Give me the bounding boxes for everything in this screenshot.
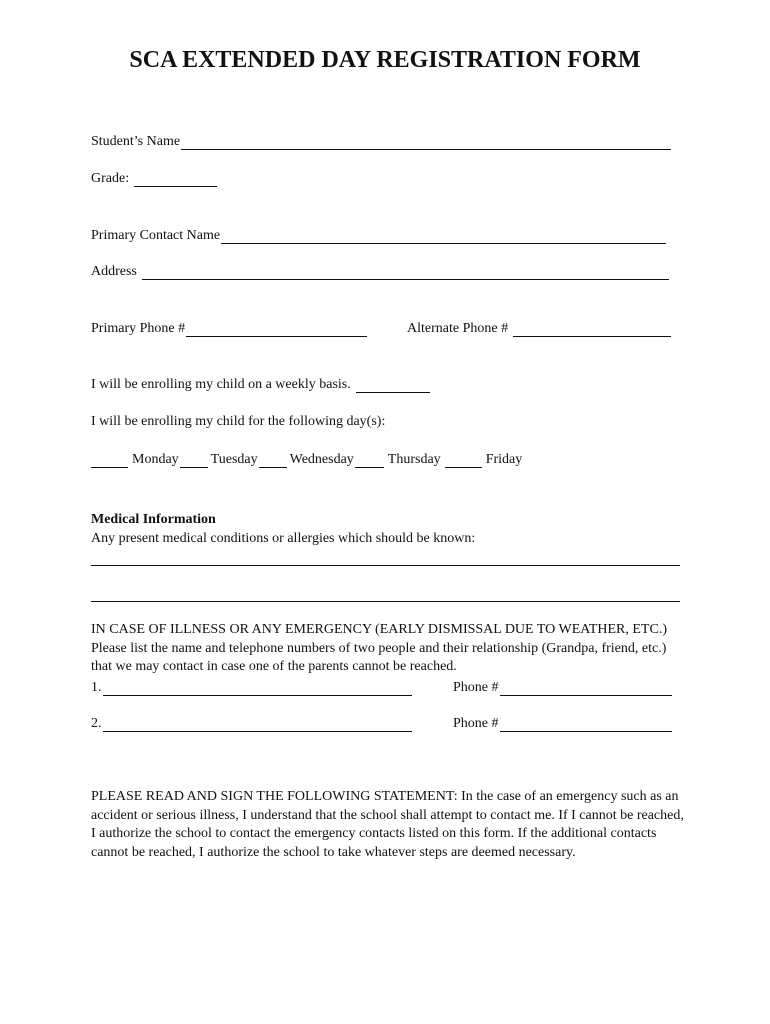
friday-blank[interactable] [445, 453, 482, 468]
student-name-row [91, 132, 671, 150]
weekly-row [91, 375, 430, 393]
emergency-instructions: IN CASE OF ILLNESS OR ANY EMERGENCY (EARLY DISMISSAL DUE TO WEATHER, ETC.) Please list the name and telephone numbers of two people and their relationship (Grandpa, friend, etc.) that we may contact in case one of the parents cannot be reached. [91, 622, 667, 674]
medical-heading: Medical Information [91, 512, 216, 527]
address-row [91, 262, 669, 280]
day-label-tuesday: Tuesday [210, 452, 258, 467]
contact-2-phone-label: Phone # [453, 716, 499, 731]
monday-blank[interactable] [91, 453, 128, 468]
contact-2-phone-row [453, 714, 672, 732]
authorization-statement: PLEASE READ AND SIGN THE FOLLOWING STATEMENT: In the case of an emergency such as an accident or serious illness, I understand that the school shall attempt to contact me. If I cannot be reached, I authorize the school to contact the emergency contacts listed on this form. If the additional contacts cannot be reached, I authorize the school to take whatever steps are deemed necessary. [91, 789, 684, 860]
medical-line-1[interactable] [91, 565, 680, 566]
student-name-field[interactable] [181, 135, 671, 150]
address-field[interactable] [142, 265, 669, 280]
contact-1-phone-field[interactable] [500, 681, 672, 696]
days-row [91, 450, 522, 468]
primary-phone-row [91, 319, 367, 337]
primary-phone-label: Primary Phone # [91, 321, 186, 336]
day-label-friday: Friday [485, 452, 523, 467]
primary-contact-field[interactable] [221, 229, 666, 244]
form-title: SCA EXTENDED DAY REGISTRATION FORM [129, 47, 641, 73]
tuesday-blank[interactable] [180, 453, 208, 468]
thursday-blank[interactable] [355, 453, 384, 468]
alternate-phone-label: Alternate Phone # [407, 321, 509, 336]
contact-1-name-field[interactable] [103, 681, 412, 696]
primary-contact-row [91, 226, 666, 244]
student-name-label: Student’s Name [91, 134, 181, 149]
contact-2-name-field[interactable] [103, 717, 412, 732]
primary-phone-field[interactable] [186, 322, 367, 337]
wednesday-blank[interactable] [259, 453, 287, 468]
alternate-phone-row [407, 319, 671, 337]
emergency-contact-1-row [91, 678, 412, 696]
contact-1-phone-label: Phone # [453, 680, 499, 695]
medical-prompt: Any present medical conditions or allergies which should be known: [91, 531, 476, 546]
grade-row [91, 169, 217, 187]
contact-2-phone-field[interactable] [500, 717, 672, 732]
days-prompt: I will be enrolling my child for the following day(s): [91, 414, 386, 429]
weekly-label: I will be enrolling my child on a weekly basis. [91, 377, 351, 392]
grade-field[interactable] [134, 172, 217, 187]
grade-label: Grade: [91, 171, 130, 186]
contact-1-phone-row [453, 678, 672, 696]
contact-1-number: 1. [91, 680, 102, 695]
day-label-wednesday: Wednesday [289, 452, 354, 467]
day-label-thursday: Thursday [387, 452, 441, 467]
contact-2-number: 2. [91, 716, 102, 731]
medical-line-2[interactable] [91, 601, 680, 602]
primary-contact-label: Primary Contact Name [91, 228, 221, 243]
address-label: Address [91, 264, 137, 279]
day-label-monday: Monday [132, 452, 179, 467]
weekly-field[interactable] [356, 378, 430, 393]
emergency-contact-2-row [91, 714, 412, 732]
alternate-phone-field[interactable] [513, 322, 671, 337]
